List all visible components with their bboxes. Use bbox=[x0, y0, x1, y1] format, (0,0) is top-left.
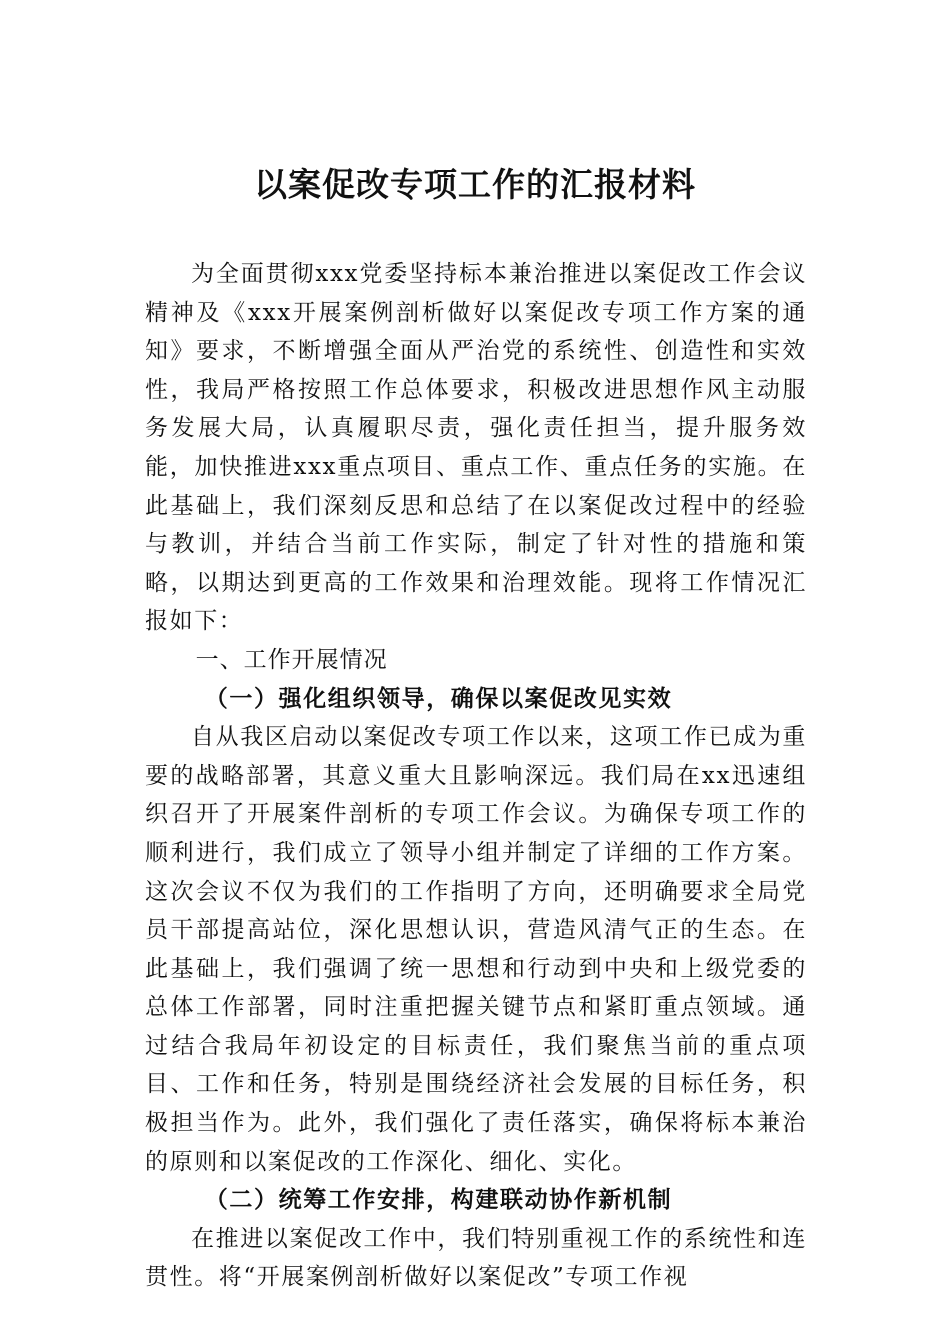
subsection-heading-coordination: （二）统筹工作安排，构建联动协作新机制 bbox=[204, 1186, 673, 1214]
document-body bbox=[145, 255, 807, 1297]
subsection-paragraph-organization: 自从我区启动以案促改专项工作以来，这项工作已成为重要的战略部署，其意义重大且影响深远。我们局在xx迅速组织召开了开展案件剖析的专项工作会议。为确保专项工作的顺利进行，我们成立了领导小组并制定了详细的工作方案。这次会议不仅为我们的工作指明了方向，还明确要求全局党员干部提高站位，深化思想认识，营造风清气正的生态。在此基础上，我们强调了统一思想和行动到中央和上级党委的总体工作部署，同时注重把握关键节点和紧盯重点领域。通过结合我局年初设定的目标责任，我们聚焦当前的重点项目、工作和任务，特别是围绕经济社会发展的目标任务，积极担当作为。此外，我们强化了责任落实，确保将标本兼治的原则和以案促改的工作深化、细化、实化。 bbox=[145, 724, 807, 1175]
subsection-paragraph-coordination: 在推进以案促改工作中，我们特别重视工作的系统性和连贯性。将“开展案例剖析做好以案促改”专项工作视 bbox=[145, 1225, 807, 1291]
intro-paragraph: 为全面贯彻xxx党委坚持标本兼治推进以案促改工作会议精神及《xxx开展案例剖析做好以案促改专项工作方案的通知》要求，不断增强全面从严治党的系统性、创造性和实效性，我局严格按照工作总体要求，积极改进思想作风主动服务发展大局，认真履职尽责，强化责任担当，提升服务效能，加快推进xxx重点项目、重点工作、重点任务的实施。在此基础上，我们深刻反思和总结了在以案促改过程中的经验与教训，并结合当前工作实际，制定了针对性的措施和策略，以期达到更高的工作效果和治理效能。现将工作情况汇报如下： bbox=[145, 261, 807, 635]
document-title: 以案促改专项工作的汇报材料 bbox=[254, 165, 696, 204]
section-heading-work-progress: 一、工作开展情况 bbox=[195, 646, 388, 673]
subsection-heading-organization: （一）强化组织领导，确保以案促改见实效 bbox=[204, 684, 673, 712]
